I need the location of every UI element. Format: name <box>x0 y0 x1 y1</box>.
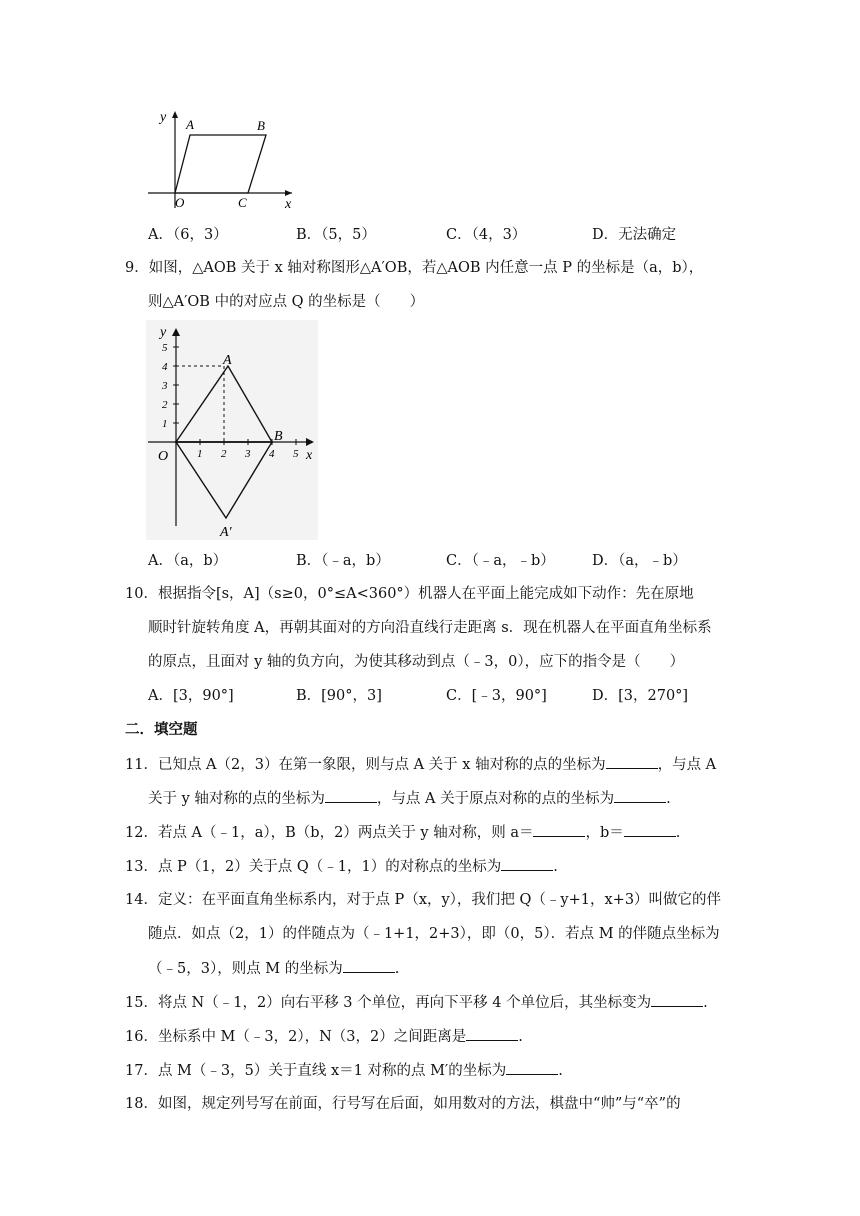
q12-text3: . <box>675 825 681 841</box>
q12-blank1 <box>533 822 585 837</box>
q10-option-a: A．[3，90°] <box>148 688 234 704</box>
q8-option-a: A．（6，3） <box>148 227 228 243</box>
q14-line2: 随点．如点（2，1）的伴随点为（﹣1+1，2+3），即（0，5）．若点 M 的伴随点坐标为 <box>148 926 720 942</box>
origin-label: O <box>158 449 169 464</box>
q8-option-b: B．（5，5） <box>296 227 376 243</box>
q13-text2: . <box>553 859 558 875</box>
q17-line <box>125 1060 563 1081</box>
q10-stem-line1: 10．根据指令[s，A]（s≥0，0°≤A<360°）机器人在平面上能完成如下动作：先在原地 <box>125 586 694 602</box>
q11-line1 <box>125 754 716 775</box>
q15-line <box>125 992 708 1013</box>
y-axis-label: y <box>160 110 167 125</box>
q17-text2: . <box>558 1063 563 1079</box>
point-A-prime-label: A′ <box>220 525 232 540</box>
point-B-label: B <box>274 429 283 444</box>
q15-blank <box>651 992 703 1007</box>
y-tick-5: 5 <box>162 342 168 354</box>
x-tick-4: 4 <box>269 448 275 460</box>
q10-option-d: D．[3，270°] <box>592 688 689 704</box>
q11-text5: . <box>666 791 671 807</box>
q14-line3 <box>148 958 399 979</box>
x-tick-2: 2 <box>221 448 227 460</box>
q12-line <box>125 822 680 843</box>
q11-line2 <box>148 788 671 809</box>
point-C-label: C <box>238 195 247 210</box>
q8-option-c: C．（4，3） <box>446 227 527 243</box>
y-tick-4: 4 <box>162 361 168 373</box>
q11-blank3 <box>614 788 666 803</box>
x-axis-label: x <box>306 448 313 463</box>
point-B-label: B <box>257 118 265 133</box>
q11-text1: 11．已知点 A（2，3）在第一象限，则与点 A 关于 x 轴对称的点的坐标为 <box>125 757 606 773</box>
q10-option-c: C．[﹣3，90°] <box>446 688 547 704</box>
parallelogram-OABC <box>175 135 266 193</box>
y-axis-label: y <box>160 325 167 340</box>
q15-text1: 15．将点 N（﹣1，2）向右平移 3 个单位，再向下平移 4 个单位后，其坐标变为 <box>125 995 652 1011</box>
point-A-label: A <box>223 353 232 368</box>
x-tick-1: 1 <box>197 448 203 460</box>
y-tick-1: 1 <box>162 418 168 430</box>
x-tick-3: 3 <box>245 448 251 460</box>
x-axis-arrow <box>285 190 292 196</box>
q9-stem-line2: 则△A′OB 中的对应点 Q 的坐标是（ ） <box>148 294 425 310</box>
q9-triangle-figure <box>146 320 318 540</box>
q16-blank <box>466 1026 518 1041</box>
q14-text2: . <box>394 961 400 977</box>
origin-label: O <box>175 195 185 210</box>
q9-option-d: D．（a，﹣b） <box>592 553 687 569</box>
q14-text1: （﹣5，3），则点 M 的坐标为 <box>148 961 343 977</box>
section-title-fill-in: 二．填空题 <box>125 721 198 738</box>
y-axis-arrow <box>172 111 178 118</box>
point-A-label: A <box>186 117 194 132</box>
q17-blank <box>506 1060 558 1075</box>
q16-text2: . <box>518 1029 523 1045</box>
q11-text2: ，与点 A <box>657 757 717 773</box>
q8-option-d: D．无法确定 <box>592 227 677 243</box>
q9-option-a: A．（a，b） <box>148 553 228 569</box>
q14-blank <box>343 958 395 973</box>
q16-line <box>125 1026 523 1047</box>
q12-blank2 <box>624 822 676 837</box>
x-tick-5: 5 <box>293 448 299 460</box>
q15-text2: . <box>703 995 708 1011</box>
y-tick-3: 3 <box>162 380 168 392</box>
q11-text3: 关于 y 轴对称的点的坐标为 <box>148 791 325 807</box>
q13-line <box>125 856 558 877</box>
q10-stem-line3: 的原点，且面对 y 轴的负方向，为使其移动到点（﹣3，0），应下的指令是（ ） <box>148 654 685 670</box>
q12-text2: ，b＝ <box>585 825 624 841</box>
q13-text1: 13．点 P（1，2）关于点 Q（﹣1，1）的对称点的坐标为 <box>125 859 502 875</box>
q14-line1: 14．定义：在平面直角坐标系内，对于点 P（x，y），我们把 Q（﹣y+1，x+3）叫做它的伴 <box>125 892 722 908</box>
q18-line1: 18．如图，规定列号写在前面，行号写在后面，如用数对的方法，棋盘中“帅”与“卒”的 <box>125 1096 681 1112</box>
q8-parallelogram-figure <box>148 108 298 210</box>
q16-text1: 16．坐标系中 M（﹣3，2），N（3，2）之间距离是 <box>125 1029 467 1045</box>
q17-text1: 17．点 M（﹣3，5）关于直线 x＝1 对称的点 M′的坐标为 <box>125 1063 507 1079</box>
q11-blank1 <box>606 754 658 769</box>
q9-option-c: C．（﹣a，﹣b） <box>446 553 555 569</box>
q11-text4: ，与点 A 关于原点对称的点的坐标为 <box>376 791 615 807</box>
q11-blank2 <box>325 788 377 803</box>
q9-stem-line1: 9．如图，△AOB 关于 x 轴对称图形△A′OB，若△AOB 内任意一点 P 的坐标是（a，b）， <box>125 260 704 276</box>
q12-text1: 12．若点 A（﹣1，a），B（b，2）两点关于 y 轴对称，则 a＝ <box>125 825 534 841</box>
x-axis-label: x <box>285 197 292 210</box>
q10-option-b: B．[90°，3] <box>296 688 382 704</box>
q9-option-b: B．（﹣a，b） <box>296 553 390 569</box>
y-tick-2: 2 <box>162 399 168 411</box>
q10-stem-line2: 顺时针旋转角度 A，再朝其面对的方向沿直线行走距离 s．现在机器人在平面直角坐标系 <box>148 620 712 636</box>
q13-blank <box>501 856 553 871</box>
